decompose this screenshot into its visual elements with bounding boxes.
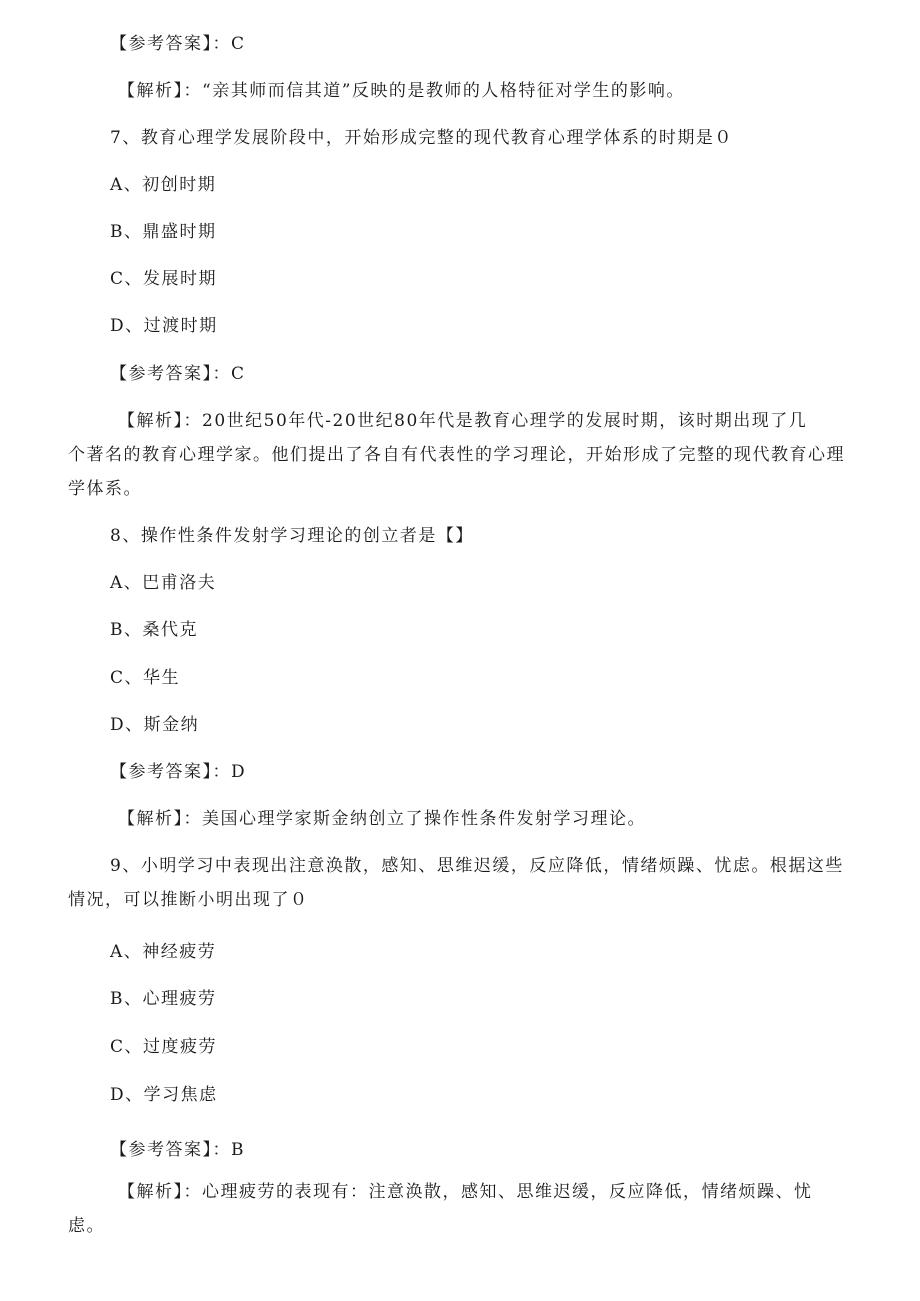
question-9-option-a: A、神经疲劳 bbox=[110, 942, 217, 962]
question-8-option-a: A、巴甫洛夫 bbox=[110, 573, 217, 593]
question-8-explanation: 【解析】：美国心理学家斯金纳创立了操作性条件发射学习理论。 bbox=[118, 809, 646, 829]
question-8-answer: 【参考答案】：D bbox=[110, 762, 247, 782]
question-9-option-b: B、心理疲劳 bbox=[110, 989, 217, 1009]
question-7-explanation-line-2: 个著名的教育心理学家。他们提出了各自有代表性的学习理论，开始形成了完整的现代教育心理 bbox=[68, 445, 845, 465]
question-9-option-c: C、过度疲劳 bbox=[110, 1037, 218, 1057]
question-7-option-a: A、初创时期 bbox=[110, 175, 217, 195]
question-9-stem-line-1: 9、小明学习中表现出注意涣散，感知、思维迟缓，反应降低，情绪烦躁、忧虑。根据这些 bbox=[110, 856, 844, 876]
question-9-explanation-line-2: 虑。 bbox=[68, 1216, 105, 1236]
question-8-option-b: B、桑代克 bbox=[110, 620, 198, 640]
question-7-stem: 7、教育心理学发展阶段中，开始形成完整的现代教育心理学体系的时期是０ bbox=[110, 128, 733, 148]
question-9-answer: 【参考答案】：B bbox=[110, 1140, 245, 1160]
question-9-explanation-line-1: 【解析】：心理疲劳的表现有：注意涣散，感知、思维迟缓，反应降低，情绪烦躁、忧 bbox=[118, 1182, 813, 1202]
question-7-option-d: D、过渡时期 bbox=[110, 316, 218, 336]
question-7-explanation-line-3: 学体系。 bbox=[68, 479, 142, 499]
question-8-option-d: D、斯金纳 bbox=[110, 715, 200, 735]
question-8-stem: 8、操作性条件发射学习理论的创立者是【】 bbox=[110, 526, 474, 546]
question-9-option-d: D、学习焦虑 bbox=[110, 1085, 218, 1105]
question-7-answer: 【参考答案】：C bbox=[110, 364, 246, 384]
question-7-explanation-line-1: 【解析】：20世纪50年代-20世纪80年代是教育心理学的发展时期，该时期出现了几 bbox=[118, 411, 808, 431]
prev-answer: 【参考答案】：C bbox=[110, 34, 246, 54]
question-9-stem-line-2: 情况，可以推断小明出现了０ bbox=[68, 890, 309, 910]
question-7-option-c: C、发展时期 bbox=[110, 269, 218, 289]
prev-explanation: 【解析】：“亲其师而信其道”反映的是教师的人格特征对学生的影响。 bbox=[118, 81, 685, 101]
question-8-option-c: C、华生 bbox=[110, 668, 181, 688]
question-7-option-b: B、鼎盛时期 bbox=[110, 222, 217, 242]
